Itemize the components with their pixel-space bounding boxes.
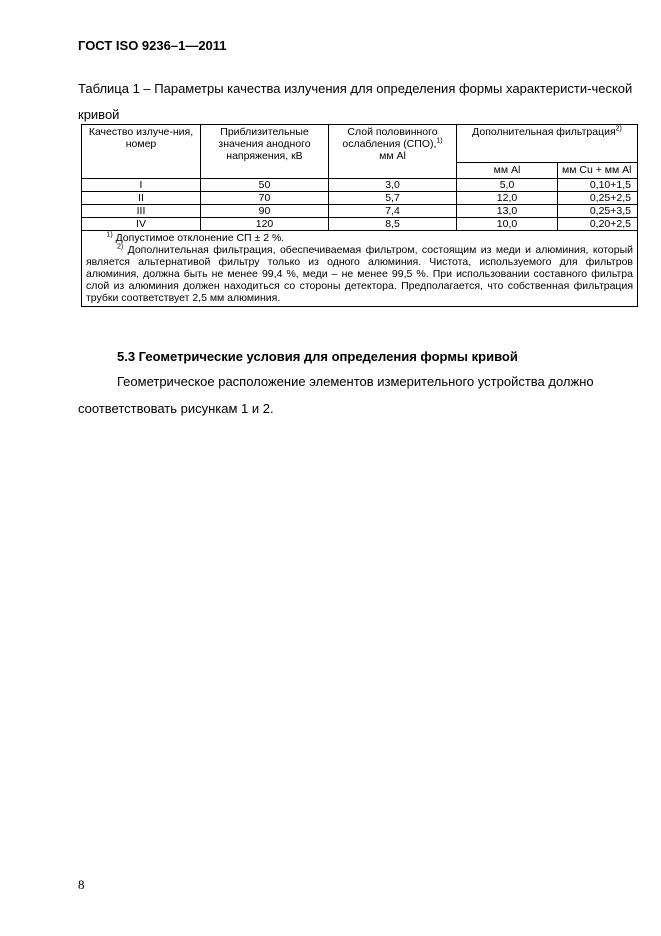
cell-voltage: 120	[201, 218, 329, 231]
cell-cu-al: 0,20+2,5	[558, 218, 638, 231]
note-1-mark: 1)	[106, 231, 113, 239]
footnote-mark-2: 2)	[615, 125, 622, 133]
cell-voltage: 70	[201, 192, 329, 205]
header-hvl	[329, 125, 457, 179]
cell-cu-al: 0,25+2,5	[558, 192, 638, 205]
cell-al: 10,0	[457, 218, 558, 231]
cell-hvl: 3,0	[329, 179, 457, 192]
table-row	[82, 205, 638, 218]
subheader-al: мм Al	[457, 163, 558, 179]
subheader-cu-al: мм Cu + мм Al	[558, 163, 638, 179]
cell-quality: IV	[82, 218, 201, 231]
note-2-text: Дополнительная фильтрация, обеспечиваемая фильтром, состоящим из меди и алюминия, который является альтернативой фильтру только из одного алюминия. Чистота, используемого для фильтров алюминия, должна быть не менее 99,4 %, меди – не менее 99,5 %. При использовании составного фильтра слой из алюминия должен находиться со стороны детектора. Предполагается, что собственная фильтрация трубки соответствует 2,5 мм алюминия.	[86, 244, 633, 304]
cell-quality: III	[82, 205, 201, 218]
parameters-table	[81, 124, 638, 307]
cell-al: 13,0	[457, 205, 558, 218]
page-number: 8	[78, 877, 85, 892]
header-voltage: Приблизительные значения анодного напряжения, кВ	[201, 125, 329, 179]
note-2	[86, 244, 633, 304]
cell-voltage: 90	[201, 205, 329, 218]
table-notes-row	[82, 231, 638, 307]
cell-al: 12,0	[457, 192, 558, 205]
header-quality: Качество излуче-ния, номер	[82, 125, 201, 179]
note-1	[86, 232, 633, 244]
cell-cu-al: 0,25+3,5	[558, 205, 638, 218]
table-row	[82, 218, 638, 231]
note-2-mark: 2)	[116, 243, 124, 251]
table-row	[82, 192, 638, 205]
header-filtration	[457, 125, 638, 163]
cell-hvl: 8,5	[329, 218, 457, 231]
header-filtration-text: Дополнительная фильтрация	[472, 126, 616, 138]
cell-voltage: 50	[201, 179, 329, 192]
cell-quality: II	[82, 192, 201, 205]
table-notes	[82, 231, 638, 307]
note-1-text: Допустимое отклонение СП ± 2 %.	[115, 232, 285, 244]
cell-cu-al: 0,10+1,5	[558, 179, 638, 192]
cell-hvl: 5,7	[329, 192, 457, 205]
cell-al: 5,0	[457, 179, 558, 192]
table-header-row	[82, 125, 638, 163]
cell-hvl: 7,4	[329, 205, 457, 218]
footnote-mark-1: 1)	[436, 137, 443, 145]
section-paragraph: Геометрическое расположение элементов измерительного устройства должно соответствовать рисункам 1 и 2.	[78, 374, 594, 416]
header-hvl-unit: мм Al	[379, 150, 406, 162]
cell-quality: I	[82, 179, 201, 192]
table-caption: Таблица 1 – Параметры качества излучения для определения формы характеристи-ческой кривой	[78, 81, 633, 122]
header-hvl-text: Слой половинного ослабления (СПО),	[342, 126, 438, 150]
table-row	[82, 179, 638, 192]
document-header: ГОСТ ISO 9236–1—2011	[78, 38, 227, 53]
section-title: 5.3 Геометрические условия для определения формы кривой	[117, 349, 518, 364]
